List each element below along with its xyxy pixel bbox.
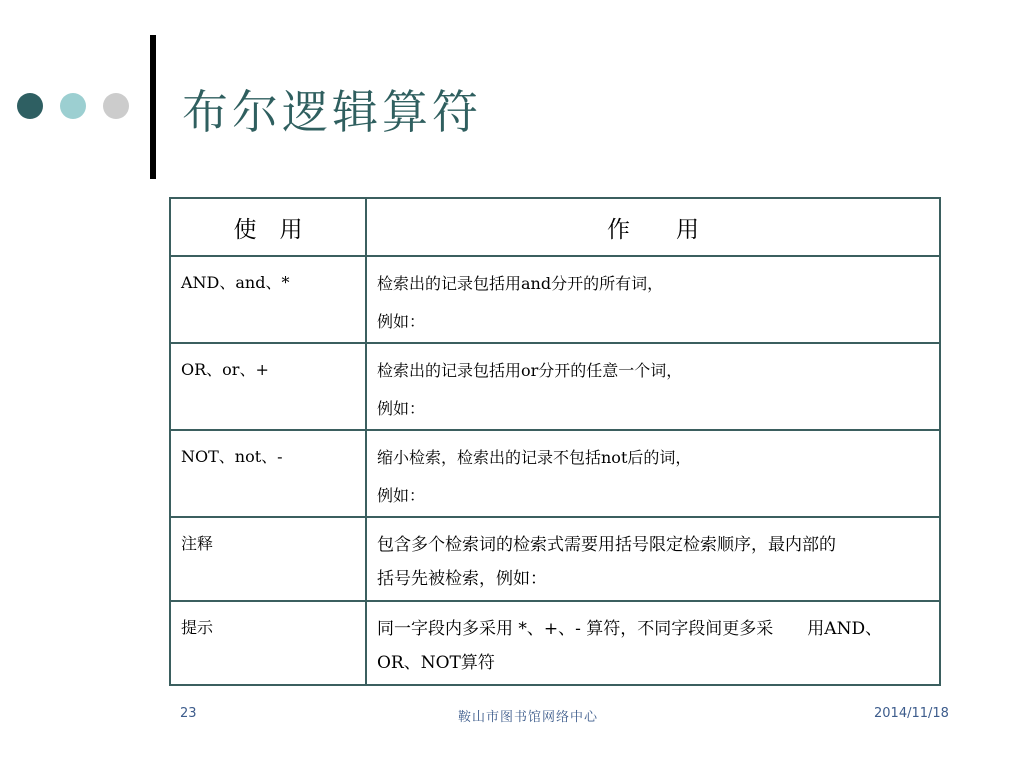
footer-organization: 鞍山市图书馆网络中心 (458, 710, 599, 725)
row-example: 例如： (377, 399, 426, 418)
row-example: 例如： (377, 486, 426, 505)
operator-table (169, 197, 941, 686)
row-key: 注释 (181, 534, 214, 553)
row-desc: 缩小检索，检索出的记录不包括not后的词， (377, 448, 692, 467)
row-example: 例如： (377, 312, 426, 331)
table-row (170, 517, 940, 601)
row-key: AND、and、* (181, 273, 290, 292)
tip-line-2: OR、NOT算符 (377, 653, 495, 673)
header-usage: 使 用 (170, 198, 366, 256)
tip-line-1: 同一字段内多采用 *、+、- 算符，不同字段间更多采 用AND、 (377, 619, 883, 639)
slide-title: 布尔逻辑算符 (182, 85, 482, 139)
row-key: OR、or、+ (181, 360, 269, 379)
table-row (170, 601, 940, 685)
page-number: 23 (180, 706, 197, 721)
row-key: NOT、not、- (181, 447, 283, 466)
footer-date: 2014/11/18 (874, 706, 949, 721)
title-divider (150, 35, 156, 179)
row-key: 提示 (181, 618, 214, 637)
decor-dot-light (60, 93, 86, 119)
note-line-1: 包含多个检索词的检索式需要用括号限定检索顺序，最内部的 (377, 535, 836, 555)
note-line-2: 括号先被检索，例如： (377, 569, 547, 589)
table-row (170, 256, 940, 343)
decor-dot-gray (103, 93, 129, 119)
table-row (170, 343, 940, 430)
row-desc: 检索出的记录包括用and分开的所有词， (377, 274, 664, 293)
header-function: 作 用 (366, 198, 940, 256)
decor-dot-dark (17, 93, 43, 119)
row-desc: 检索出的记录包括用or分开的任意一个词， (377, 361, 683, 380)
table-header-row (170, 198, 940, 256)
table-row (170, 430, 940, 517)
